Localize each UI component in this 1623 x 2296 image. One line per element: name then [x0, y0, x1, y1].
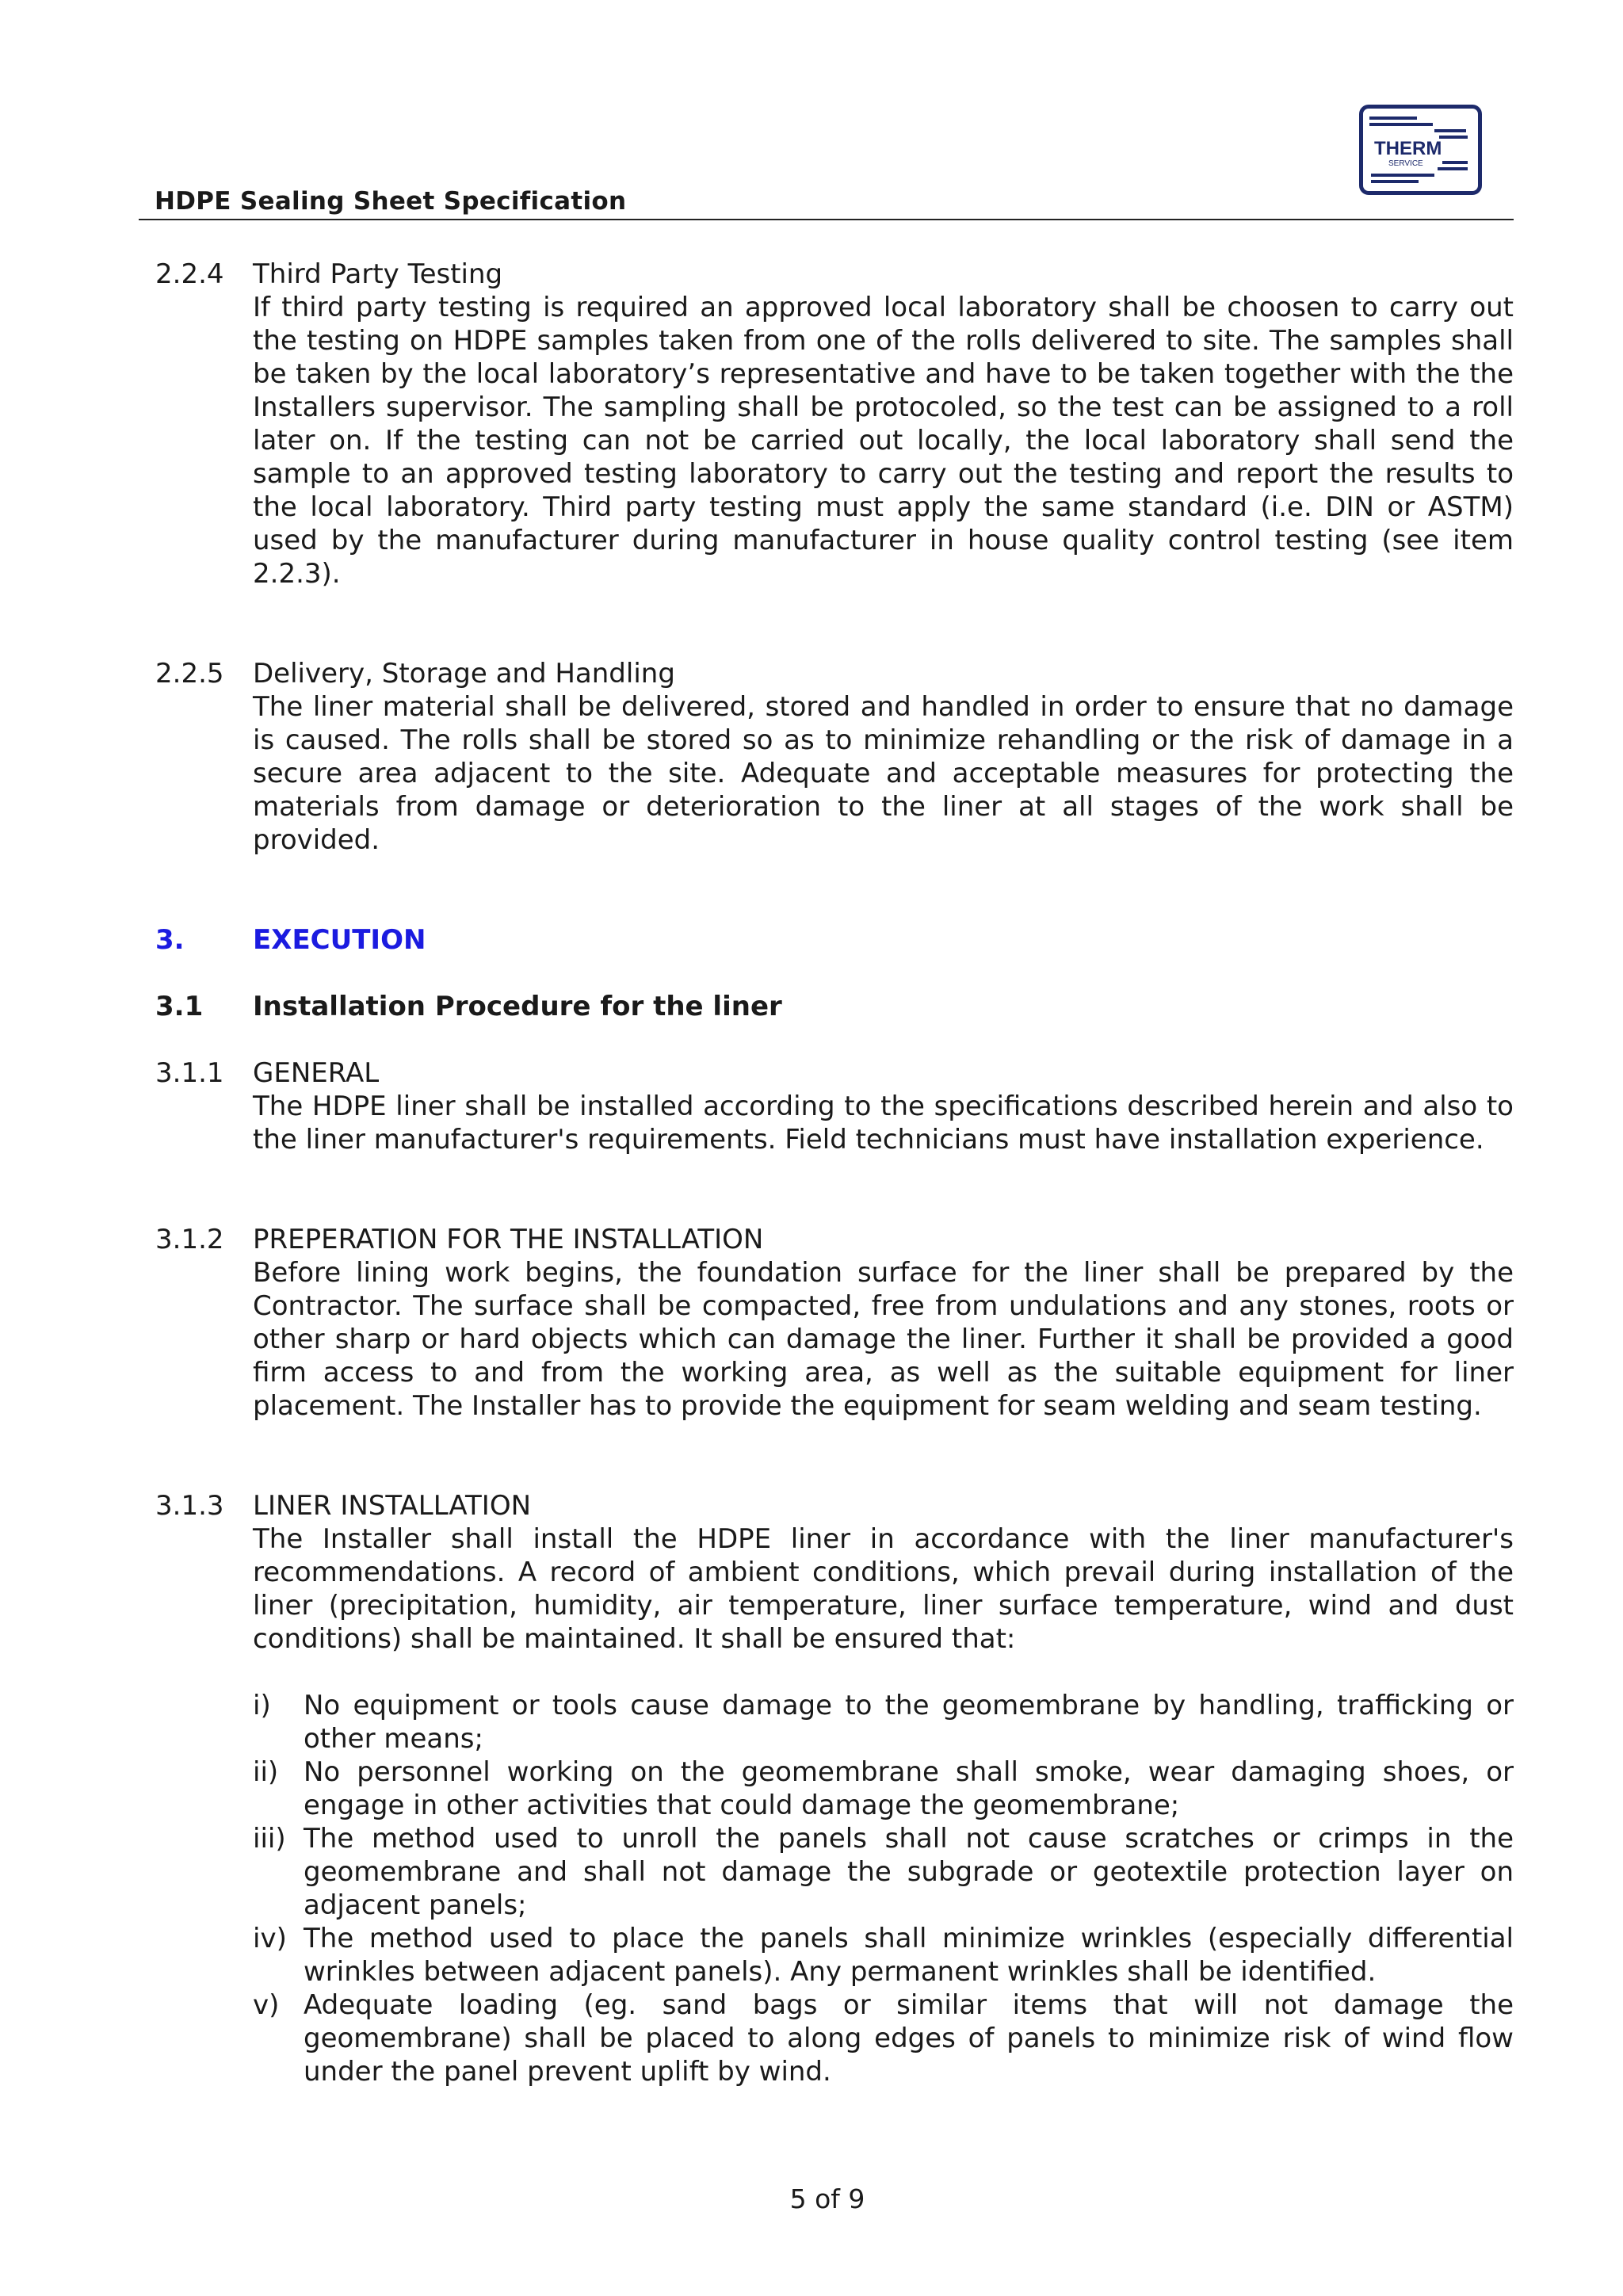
list-item [253, 1988, 1514, 2088]
section-3-1-3 [155, 1489, 1514, 2088]
section-number: 2.2.4 [155, 258, 224, 290]
document-body [155, 258, 1514, 2088]
section-heading: Third Party Testing [253, 258, 503, 290]
list-item-text: The method used to place the panels shall minimize wrinkles (especially differential wrinkles between adjacent panels). Any permanent wrinkles shall be identified. [304, 1923, 1514, 1988]
list-item [253, 1922, 1514, 1988]
document-title: HDPE Sealing Sheet Specification [155, 187, 627, 216]
section-2-2-5 [155, 657, 1514, 857]
section-number: 3.1.3 [155, 1490, 224, 1522]
list-marker: iii) [253, 1823, 286, 1855]
section-paragraph: The Installer shall install the HDPE liner in accordance with the liner manufacturer's recommendations. A record of ambient conditions, which prevail during installation of the liner (precipitation, humidity, air temperature, liner surface temperature, wind and dust conditions) shall be maintained. It shall be ensured that: [253, 1523, 1514, 1655]
list-item [253, 1822, 1514, 1922]
section-number: 3. [155, 924, 185, 956]
section-paragraph: If third party testing is required an approved local laboratory shall be choosen to carry out the testing on HDPE samples taken from one of the rolls delivered to site. The samples shall be taken by the local laboratory’s representative and have to be taken together with the the Installers supervisor. The sampling shall be protocoled, so the test can be assigned to a roll later on. If the testing can not be carried out locally, the local laboratory shall send the sample to an approved testing laboratory to carry out the testing and report the results to the local laboratory. Third party testing must apply the same standard (i.e. DIN or ASTM) used by the manufacturer during manufacturer in house quality control testing (see item 2.2.3). [253, 292, 1514, 590]
list-item-text: No equipment or tools cause damage to the geomembrane by handling, trafficking or other means; [304, 1690, 1514, 1755]
section-paragraph: Before lining work begins, the foundation surface for the liner shall be prepared by the Contractor. The surface shall be compacted, free from undulations and any stones, roots or other sharp or hard objects which can damage the liner. Further it shall be provided a good firm access to and from the working area, as well as the suitable equipment for liner placement. The Installer has to provide the equipment for seam welding and seam testing. [253, 1257, 1514, 1422]
section-number: 3.1.1 [155, 1057, 224, 1089]
list-item-text: No personnel working on the geomembrane shall smoke, wear damaging shoes, or engage in other activities that could damage the geomembrane; [304, 1756, 1514, 1821]
section-heading: Installation Procedure for the liner [253, 991, 782, 1022]
list-marker: iv) [253, 1923, 287, 1954]
section-heading: LINER INSTALLATION [253, 1490, 532, 1522]
list-item-text: Adequate loading (eg. sand bags or similar items that will not damage the geomembrane) shall be placed to along edges of panels to minimize risk of wind flow under the panel prevent uplift by wind. [304, 1989, 1514, 2088]
section-number: 3.1.2 [155, 1224, 224, 1255]
section-3-execution [155, 923, 1514, 957]
list-item-text: The method used to unroll the panels shall not cause scratches or crimps in the geomembrane and shall not damage the subgrade or geotextile protection layer on adjacent panels; [304, 1823, 1514, 1921]
section-3-1-1 [155, 1056, 1514, 1156]
logo-text: THERM [1374, 138, 1442, 159]
section-2-2-4 [155, 258, 1514, 590]
section-paragraph: The HDPE liner shall be installed according to the specifications described herein and also to the liner manufacturer's requirements. Field technicians must have installation experience. [253, 1091, 1514, 1156]
list-item [253, 1755, 1514, 1822]
section-heading: PREPERATION FOR THE INSTALLATION [253, 1224, 764, 1255]
section-heading: GENERAL [253, 1057, 380, 1089]
page-number: 5 of 9 [789, 2183, 865, 2214]
section-3-1 [155, 990, 1514, 1023]
list-marker: v) [253, 1989, 280, 2021]
list-marker: i) [253, 1690, 271, 1721]
section-3-1-2 [155, 1223, 1514, 1423]
section-number: 3.1 [155, 991, 204, 1022]
section-number: 2.2.5 [155, 658, 224, 690]
logo-subtext: SERVICE [1388, 159, 1423, 168]
section-heading: Delivery, Storage and Handling [253, 658, 675, 690]
therm-service-logo [1359, 105, 1482, 195]
list-item [253, 1689, 1514, 1755]
list-marker: ii) [253, 1756, 279, 1788]
logo-graphic [1363, 109, 1478, 191]
requirements-list [253, 1689, 1514, 2088]
section-paragraph: The liner material shall be delivered, stored and handled in order to ensure that no damage is caused. The rolls shall be stored so as to minimize rehandling or the risk of damage in a secure area adjacent to the site. Adequate and acceptable measures for protecting the materials from damage or deterioration to the liner at all stages of the work shall be provided. [253, 691, 1514, 856]
section-heading: EXECUTION [253, 924, 426, 956]
page-header [139, 103, 1514, 220]
